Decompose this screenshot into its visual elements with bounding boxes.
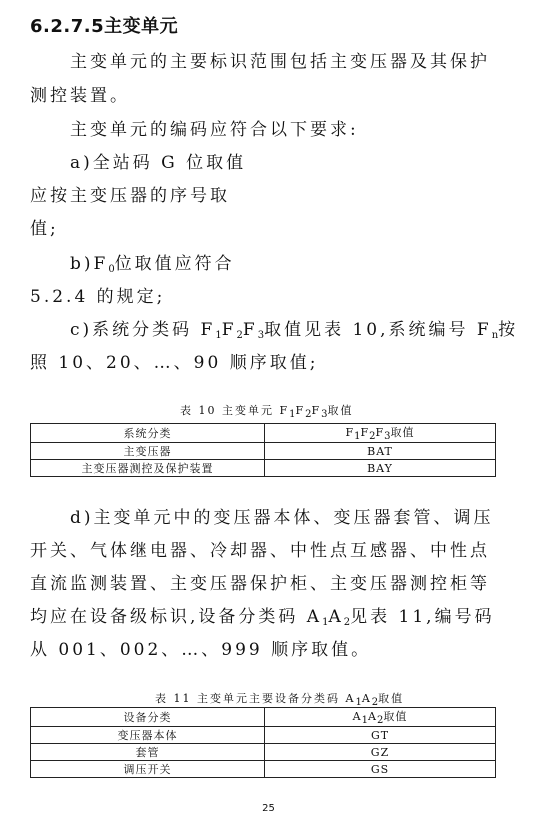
- t10-h-s2: 2: [369, 431, 376, 442]
- item-a-line1: a)全站码 G 位取值: [70, 153, 247, 173]
- t11-cap-post: 取值: [378, 692, 405, 705]
- table-header-cell: 设备分类: [31, 708, 265, 727]
- t10-cap-f2: F: [295, 404, 306, 417]
- item-d-l4-s1: 1: [322, 617, 329, 628]
- section-heading: 6.2.7.5主变单元: [30, 16, 179, 37]
- table-row: [31, 727, 496, 744]
- para1-line1: 主变单元的主要标识范围包括主变压器及其保护: [70, 52, 490, 72]
- table-header-cell: 系统分类: [31, 424, 265, 443]
- item-c-f3: F: [242, 320, 258, 340]
- t11-cap-pre: 表 11 主变单元主要设备分类码 A: [155, 692, 356, 705]
- item-a-line2: 应按主变压器的序号取: [30, 186, 230, 206]
- item-d-line5: 从 001、002、…、999 顺序取值。: [30, 640, 372, 660]
- t10-cap-s3: 3: [321, 409, 328, 420]
- item-c-mid: 取值见表 10,系统编号 F: [264, 320, 492, 340]
- item-a-line3: 值;: [30, 219, 59, 239]
- item-b-line1: [70, 254, 235, 280]
- item-d-line2: 开关、气体继电器、冷却器、中性点互感器、中性点: [30, 541, 490, 561]
- item-d-l4-s2: 2: [343, 617, 351, 628]
- t10-cap-f3: F: [311, 404, 322, 417]
- table-cell: BAY: [265, 460, 496, 477]
- table-row: [31, 460, 496, 477]
- t10-h-pre: F: [345, 426, 355, 439]
- item-d-l4-post: 见表 11,编号码: [350, 607, 495, 627]
- table-header-cell: [265, 708, 496, 727]
- item-b-line2: 5.2.4 的规定;: [30, 287, 166, 307]
- t10-cap-post: 取值: [327, 404, 354, 417]
- item-d-line1: d)主变单元中的变压器本体、变压器套管、调压: [70, 508, 494, 528]
- table-cell: 主变压器测控及保护装置: [31, 460, 265, 477]
- table-cell: 变压器本体: [31, 727, 265, 744]
- table11: [30, 707, 496, 778]
- t11-h-s2: 2: [376, 715, 384, 726]
- table-cell: 主变压器: [31, 443, 265, 460]
- t10-h-s3: 3: [384, 431, 391, 442]
- t11-cap-s1: 1: [355, 697, 362, 708]
- t11-cap-f: A: [361, 692, 372, 705]
- t10-h-f3: F: [375, 426, 385, 439]
- para2: 主变单元的编码应符合以下要求:: [70, 120, 359, 140]
- item-c-sub1: 1: [215, 330, 222, 341]
- item-b-post: 位取值应符合: [114, 254, 235, 274]
- table-row: [31, 744, 496, 761]
- item-c-subn: n: [491, 330, 499, 341]
- item-c-pre: c)系统分类码 F: [70, 320, 216, 340]
- table-cell: 套管: [31, 744, 265, 761]
- table-cell: GS: [265, 761, 496, 778]
- item-c-sub3: 3: [257, 330, 265, 341]
- t10-h-post: 取值: [390, 426, 415, 439]
- t11-h-pre: A: [352, 710, 362, 723]
- t10-h-f2: F: [360, 426, 370, 439]
- para1-line2: 测控装置。: [30, 86, 130, 106]
- table-cell: 调压开关: [31, 761, 265, 778]
- table-row: [31, 443, 496, 460]
- t11-h-f: A: [368, 710, 377, 723]
- t10-cap-s2: 2: [305, 409, 312, 420]
- item-c-line1: [70, 320, 518, 346]
- item-b-sub: 0: [108, 264, 115, 275]
- item-d-line3: 直流监测装置、主变压器保护柜、主变压器测控柜等: [30, 574, 490, 594]
- table-cell: GT: [265, 727, 496, 744]
- t10-cap-s1: 1: [289, 409, 296, 420]
- item-c-post: 按: [498, 320, 519, 340]
- table10: [30, 423, 496, 477]
- table-cell: GZ: [265, 744, 496, 761]
- t10-h-s1: 1: [354, 431, 361, 442]
- item-c-sub2: 2: [236, 330, 243, 341]
- item-d-l4-pre: 均应在设备级标识,设备分类码 A: [30, 607, 323, 627]
- t11-h-s1: 1: [361, 715, 368, 726]
- t10-cap-pre: 表 10 主变单元 F: [180, 404, 290, 417]
- table11-caption: [155, 690, 404, 708]
- item-d-l4-f: A: [328, 607, 344, 627]
- item-d-line4: [30, 607, 495, 633]
- table10-caption: [180, 402, 354, 420]
- t11-h-post: 取值: [383, 710, 408, 723]
- t11-cap-s2: 2: [371, 697, 379, 708]
- item-b-pre: b)F: [70, 254, 109, 274]
- item-c-f2: F: [221, 320, 237, 340]
- table-header-cell: [265, 424, 496, 443]
- item-c-line2: 照 10、20、…、90 顺序取值;: [30, 353, 319, 373]
- table-header-row: [31, 424, 496, 443]
- table-header-row: [31, 708, 496, 727]
- table-cell: BAT: [265, 443, 496, 460]
- table-row: [31, 761, 496, 778]
- page-number: 25: [262, 803, 275, 814]
